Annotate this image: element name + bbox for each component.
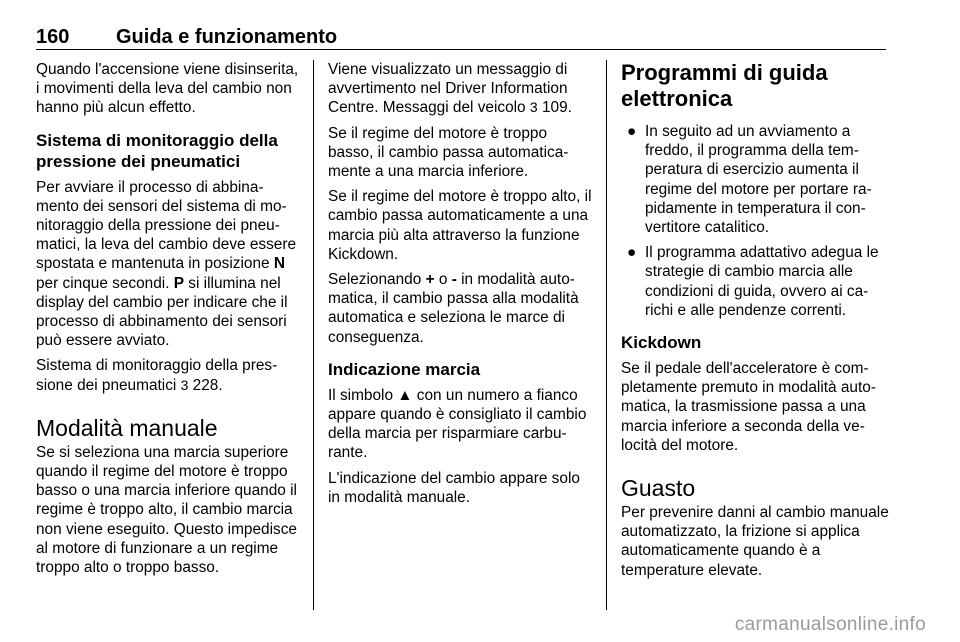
- heading-kickdown: Kickdown: [621, 333, 702, 353]
- column-divider-1: [313, 60, 314, 610]
- bullet-icon: ●: [627, 123, 637, 140]
- watermark: carmanualsonline.info: [734, 614, 926, 635]
- plus-symbol: +: [425, 271, 435, 289]
- minus-symbol: -: [451, 271, 457, 289]
- column-divider-2: [606, 60, 607, 610]
- running-title: Guida e funzionamento: [116, 26, 338, 48]
- paragraph: Se il regime del motore è troppo alto, il cambio passa automaticamente a una marcia più alta attraverso la funzione Kickdown.: [328, 188, 592, 263]
- heading-electronic-programs: Programmi di guida elettronica: [621, 60, 828, 111]
- gear-p: P: [173, 274, 185, 292]
- page-ref-icon: 3: [529, 99, 538, 116]
- bullet-list: [621, 122, 889, 320]
- heading-tpms: Sistema di monitoraggio della pressione dei pneumatici: [36, 130, 278, 171]
- paragraph: Se il regime del motore è troppo basso, il cambio passa automaticamente a una marcia inferiore.: [328, 124, 569, 181]
- page-ref[interactable]: 228.: [192, 376, 223, 394]
- paragraph-ref: Sistema di monitoraggio della pressione dei pneumatici 3 228.: [36, 357, 278, 394]
- gear-n: N: [273, 255, 285, 273]
- paragraph-symbol: Il simbolo ▲ con un numero a fianco appare quando è consigliato il cambio della marcia per risparmiare carburante.: [328, 386, 587, 462]
- paragraph-ref: Viene visualizzato un messaggio di avvertimento nel Driver Information Centre. Messaggi del veicolo 3 109.: [328, 61, 572, 117]
- page-ref[interactable]: 109.: [541, 99, 572, 117]
- header-rule: [36, 49, 886, 50]
- list-item: ● Il programma adattativo adegua le strategie di cambio marcia alle condizioni di guida, ovvero ai carichi e alle pendenze correnti.: [627, 244, 879, 319]
- list-item: ● In seguito ad un avviamento a freddo, il programma della temperatura di esercizio aumenta il regime del motore per portare rapidamente in temperatura il convertitore catalitico.: [627, 123, 872, 237]
- heading-fault: Guasto: [621, 475, 696, 502]
- paragraph-selection: Selezionando + o - in modalità automatica, il cambio passa alla modalità automatica e seleziona le marce di conseguenza.: [328, 271, 579, 346]
- paragraph: Se si seleziona una marcia superiore quando il regime del motore è troppo basso o una marcia inferiore quando il regime è troppo alto, il cambio marcia non viene eseguito. Questo impedisce al motore di funzionare a un regime troppo alto o troppo basso.: [36, 443, 297, 577]
- paragraph-tpms: Per avviare il processo di abbinamento dei sensori del sistema di monitoraggio della pressione dei pneumatici, la leva del cambio deve essere spostata e mantenuta in posizione N per cinque secondi. P si illumina nel display del cambio per indicare che il processo di abbinamento dei sensori può essere avviato.: [36, 178, 297, 350]
- paragraph: Se il pedale dell'acceleratore è completamente premuto in modalità automatica, la trasmissione passa a una marcia inferiore a seconda della velocità del motore.: [621, 360, 876, 454]
- heading-manual-mode: Modalità manuale: [36, 414, 218, 441]
- bullet-icon: ●: [627, 244, 637, 262]
- column-2: [328, 60, 592, 513]
- page-number: 160: [36, 26, 70, 48]
- column-1: [36, 60, 300, 583]
- paragraph: L'indicazione del cambio appare solo in modalità manuale.: [328, 469, 580, 506]
- triangle-up-icon: ▲: [397, 386, 413, 404]
- heading-gear-indication: Indicazione marcia: [328, 359, 481, 379]
- column-3: [621, 60, 889, 586]
- paragraph: Quando l'accensione viene disinserita, i movimenti della leva del cambio non hanno più alcun effetto.: [36, 61, 299, 117]
- paragraph: Per prevenire danni al cambio manuale automatizzato, la frizione si applica automaticamente quando è a temperature elevate.: [621, 504, 889, 579]
- page-ref-icon: 3: [180, 376, 189, 393]
